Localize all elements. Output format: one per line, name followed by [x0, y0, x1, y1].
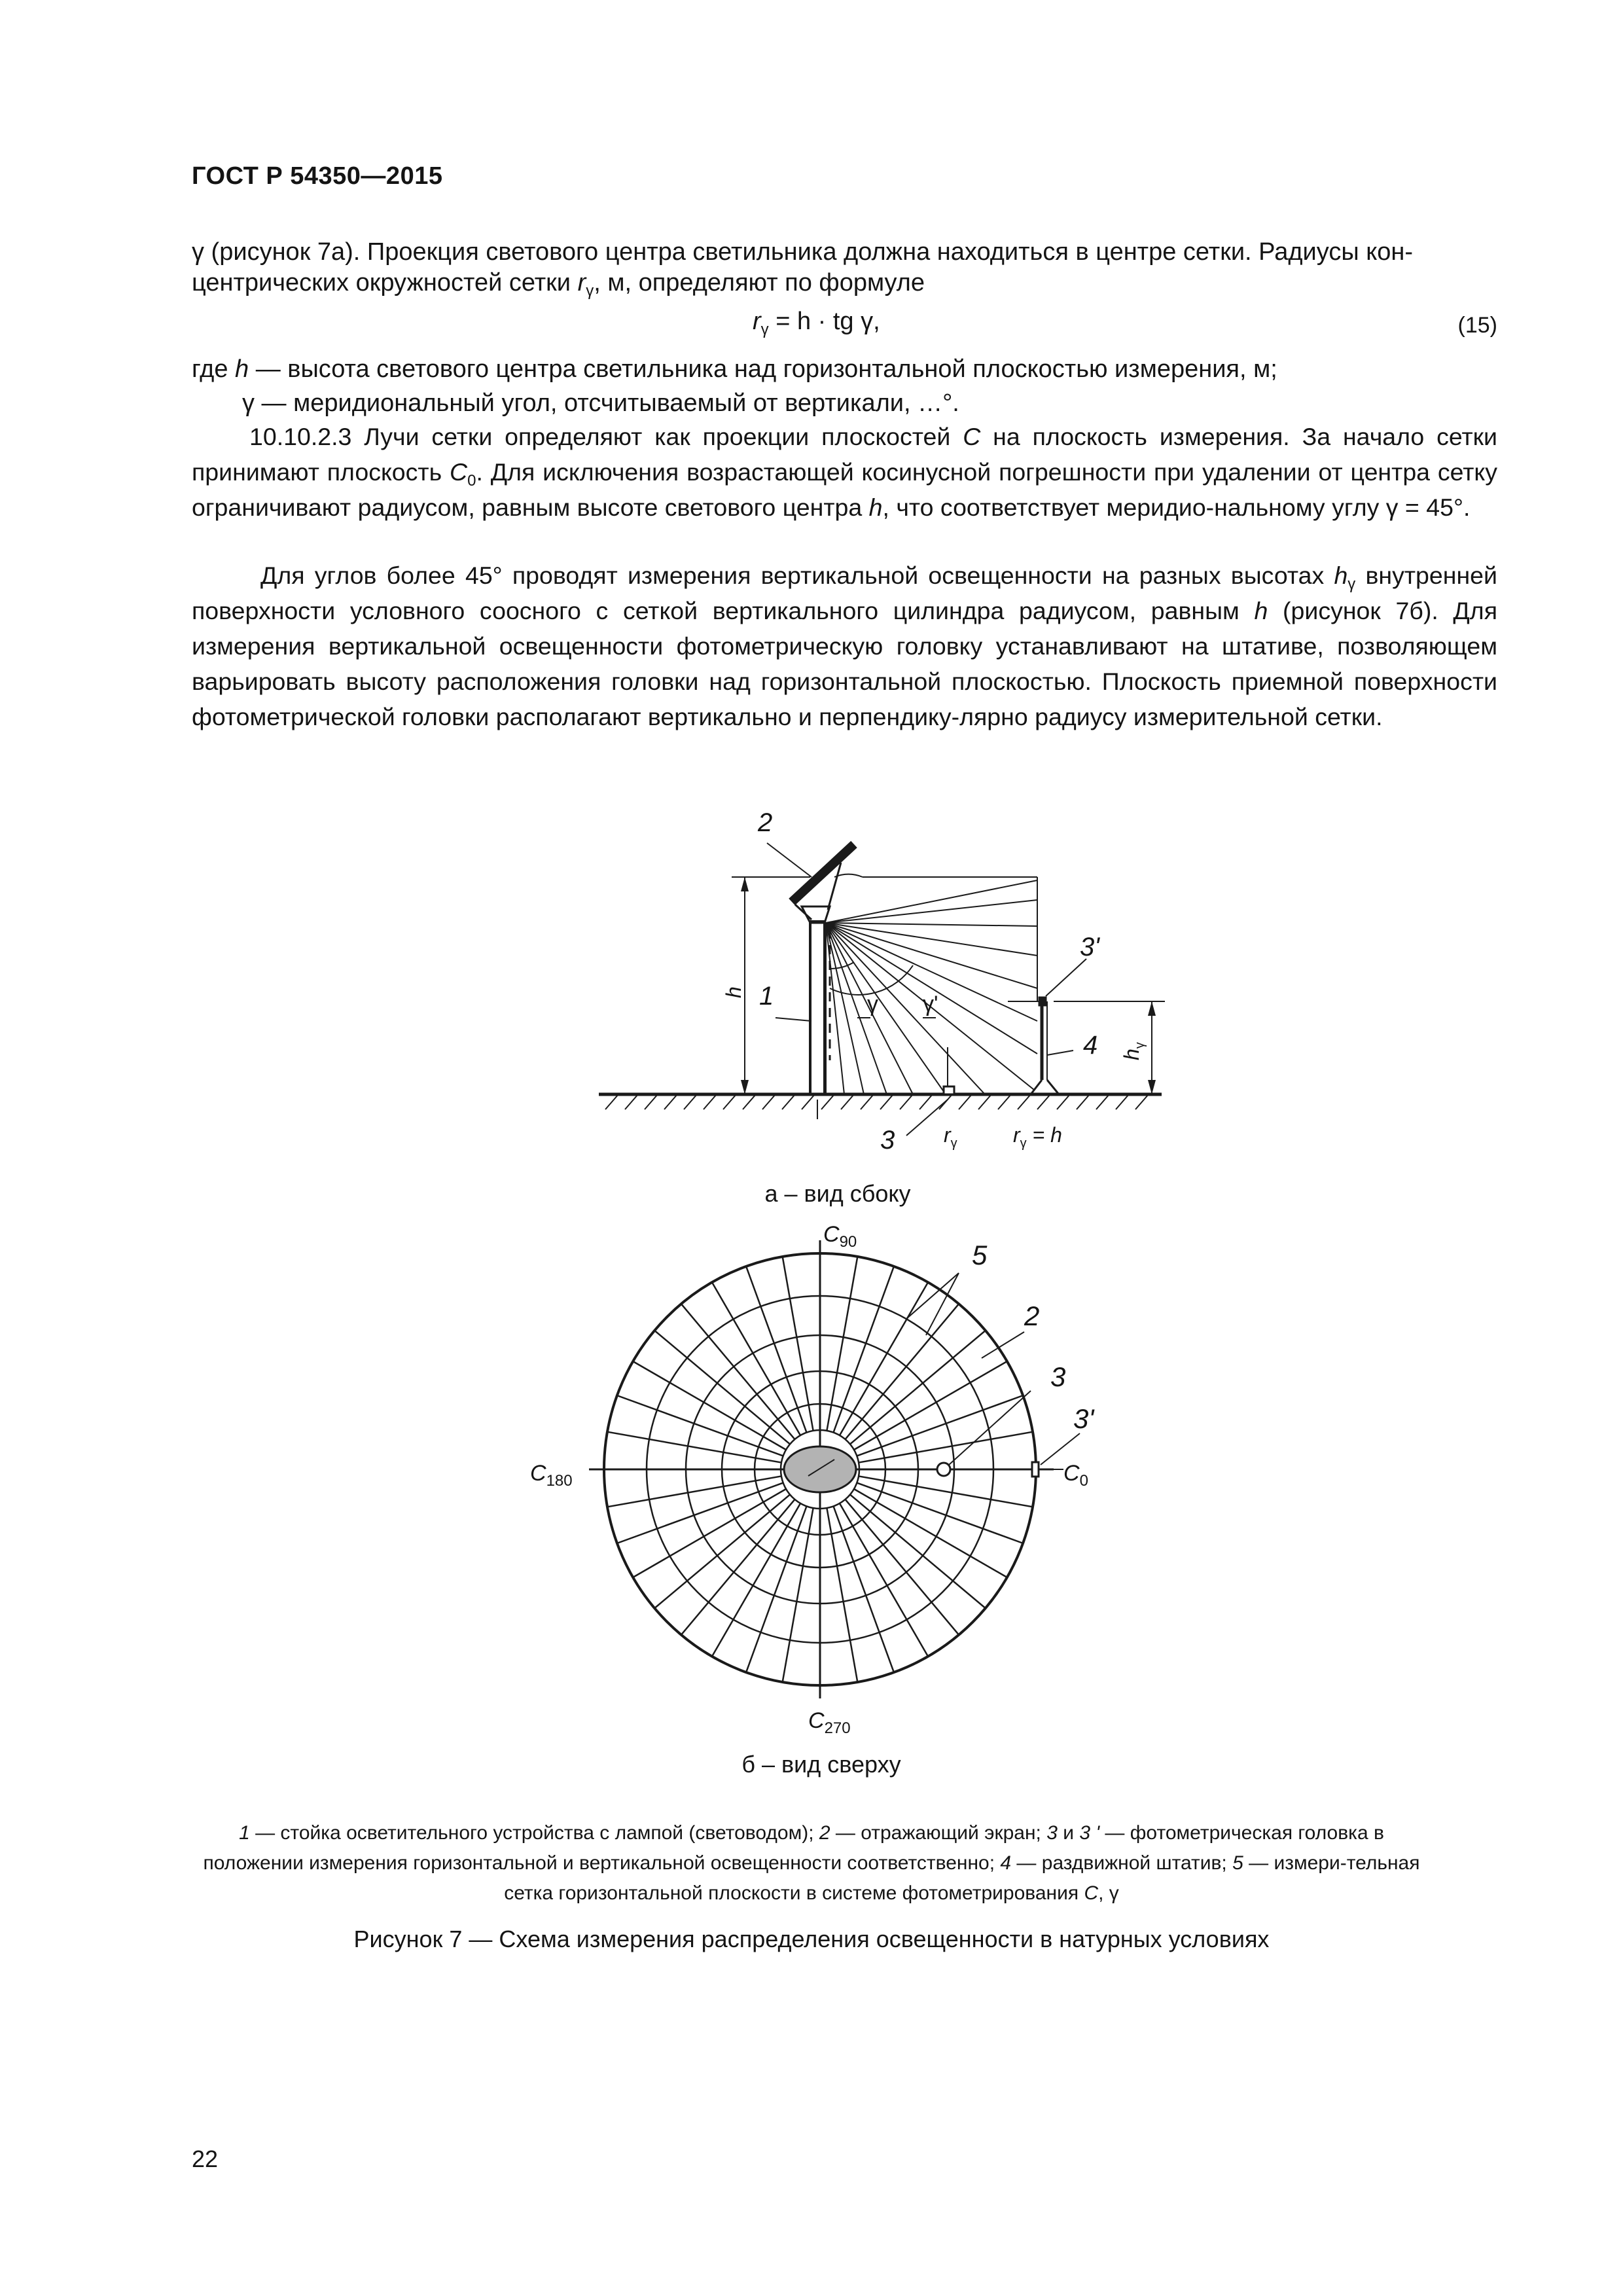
label-h-gamma: $h_\gamma$	[1120, 1042, 1147, 1060]
label-r-gamma-eq-h: $r_\gamma = h$	[1013, 1123, 1062, 1151]
label-1: 1	[759, 982, 774, 1011]
label-5: 5	[972, 1240, 988, 1270]
photometric-head-vertical-top	[1032, 1462, 1039, 1477]
grid-ray	[827, 1508, 857, 1682]
page-number: 22	[192, 2145, 219, 2172]
paragraph-vertical-illuminance: Для углов более 45° проводят измерения вертикальной освещенности на разных высотах $h_\gamma$ внутренней поверхности условного соосного с сеткой вертикального цилиндра радиусом, равным h (рисунок 7б). Для измерения вертикальной освещенности фотометрическую головку устанавливают на штативе, позволяющем варьировать высоту расположения головки над горизонтальной плоскостью. Плоскость приемной поверхности фотометрической головки располагают вертикально и перпендику-лярно радиусу измерительной сетки.	[192, 562, 1497, 730]
label-r-gamma: $r_\gamma$	[944, 1123, 957, 1151]
grid-ray	[746, 1506, 806, 1672]
formula-number: (15)	[1457, 313, 1497, 338]
grid-ray	[834, 1506, 894, 1672]
grid-ray	[654, 1331, 790, 1444]
where-gamma: γ — меридиональный угол, отсчитываемый от вертикали, …°.	[242, 389, 959, 417]
figure-caption: Рисунок 7 — Схема измерения распределения освещенности в натурных условиях	[353, 1926, 1270, 1952]
grid-ray	[654, 1495, 790, 1609]
label-3: 3	[880, 1126, 895, 1155]
grid-ray	[834, 1266, 894, 1433]
lamp-projection	[784, 1446, 856, 1492]
label-3-top: 3	[1050, 1361, 1066, 1392]
grid-ray	[859, 1476, 1033, 1507]
grid-ray	[633, 1361, 786, 1450]
grid-ray	[633, 1489, 786, 1577]
label-c270: $C_{270}$	[808, 1708, 851, 1737]
grid-ray	[681, 1304, 795, 1439]
grid-ray	[712, 1282, 800, 1435]
grid-ray	[746, 1266, 806, 1433]
grid-ray	[617, 1395, 783, 1456]
text-line-1: γ (рисунок 7а). Проекция светового центра светильника должна находиться в центре сетки. Радиусы кон-	[192, 238, 1414, 266]
label-4: 4	[1083, 1031, 1098, 1060]
grid-ray	[840, 1282, 928, 1435]
grid-ray	[857, 1395, 1023, 1456]
label-c180: $C_{180}$	[530, 1461, 573, 1490]
grid-ray	[617, 1483, 783, 1543]
caption-side-view: а – вид сбоку	[764, 1180, 911, 1207]
document-header: ГОСТ Р 54350—2015	[192, 162, 443, 190]
grid-ray	[846, 1499, 959, 1635]
grid-ray	[607, 1432, 781, 1463]
grid-ray	[846, 1304, 959, 1439]
grid-ray	[850, 1331, 986, 1444]
grid-ray	[854, 1489, 1007, 1577]
label-gamma-prime: γ'	[923, 992, 938, 1016]
label-gamma: γ	[867, 992, 878, 1016]
label-2-top: 2	[1024, 1300, 1040, 1331]
grid-ray	[783, 1508, 813, 1682]
grid-ray	[840, 1503, 928, 1657]
grid-ray	[827, 1257, 857, 1431]
photometric-head-horizontal-top	[937, 1463, 950, 1476]
grid-ray	[854, 1361, 1007, 1450]
grid-ray	[783, 1257, 813, 1431]
formula-15: $r_\gamma = h$ · tg γ,	[753, 308, 880, 338]
label-3-prime: 3'	[1080, 933, 1099, 961]
label-c90: $C_{90}$	[823, 1222, 857, 1251]
text-line-2: центрических окружностей сетки $r_\gamma$, м, определяют по формуле	[192, 269, 925, 300]
caption-top-view: б – вид сверху	[741, 1751, 901, 1778]
label-2: 2	[758, 808, 773, 837]
grid-ray	[607, 1476, 781, 1507]
grid-ray	[857, 1483, 1023, 1543]
grid-ray	[859, 1432, 1033, 1463]
grid-ray	[681, 1499, 795, 1635]
label-3-prime-top: 3'	[1073, 1403, 1094, 1434]
label-h: h	[722, 986, 745, 998]
where-h: где h — высота светового центра светильника над горизонтальной плоскостью измерения, м;	[192, 355, 1277, 383]
grid-ray	[712, 1503, 800, 1657]
paragraph-10-10-2-3: 10.10.2.3 Лучи сетки определяют как проекции плоскостей C на плоскость измерения. За начало сетки принимают плоскость $C_0$. Для исключения возрастающей косинусной погрешности при удалении от центра сетку ограничивают радиусом, равным высоте светового центра h, что соответствует меридио-нальному углу γ = 45°.	[192, 423, 1498, 521]
grid-ray	[850, 1495, 986, 1609]
figure-legend: 1 — стойка осветительного устройства с лампой (световодом); 2 — отражающий экран; 3 и 3 ' — фотометрическая головка в положении измерения горизонтальной и вертикальной освещенности соответственно; 4 — раздвижной штатив; 5 — измери-тельная сетка горизонтальной плоскости в системе фотометрирования C, γ	[203, 1822, 1420, 1904]
label-c0: $C_0$	[1063, 1461, 1088, 1490]
